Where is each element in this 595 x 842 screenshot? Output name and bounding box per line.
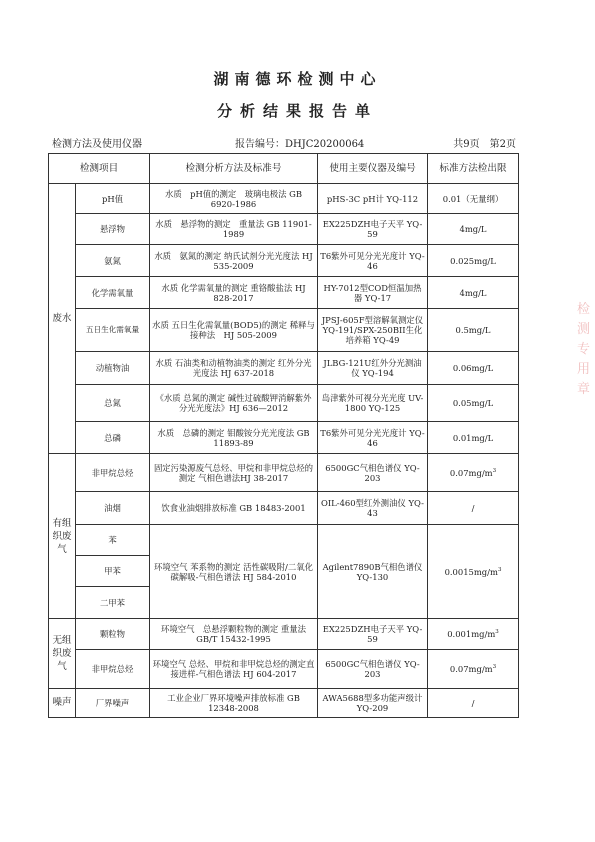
row-method: 水质 石油类和动植物油类的测定 红外分光光度法 HJ 637-2018: [150, 352, 318, 385]
row-item: pH值: [76, 184, 150, 214]
row-method: 工业企业厂界环境噪声排放标准 GB 12348-2008: [150, 689, 318, 718]
table-row: [49, 650, 519, 689]
row-limit: 0.06mg/L: [428, 352, 519, 385]
row-instrument: 6500GC气相色谱仪 YQ-203: [318, 454, 428, 492]
table-row: [49, 309, 519, 352]
report-meta: [52, 137, 516, 153]
org-title: 湖南德环检测中心: [213, 70, 382, 88]
row-instrument: OIL-460型红外测油仪 YQ-43: [318, 492, 428, 525]
table-row: [49, 492, 519, 525]
row-instrument: HY-7012型COD恒温加热器 YQ-17: [318, 277, 428, 309]
row-instrument: EX225DZH电子天平 YQ-59: [318, 619, 428, 650]
report-number: 报告编号：DHJC20200064: [235, 139, 365, 150]
limit-exponent: 3: [495, 629, 499, 636]
row-instrument: T6紫外可见分光光度计 YQ-46: [318, 245, 428, 277]
row-limit: /: [428, 689, 519, 718]
table-row: [49, 454, 519, 492]
row-item: 厂界噪声: [76, 689, 150, 718]
header-instrument: 使用主要仪器及编号: [318, 154, 428, 184]
row-limit: /: [428, 492, 519, 525]
table-row: [49, 525, 519, 556]
row-method: 《水质 总氮的测定 碱性过硫酸钾消解紫外分光光度法》HJ 636—2012: [150, 385, 318, 422]
report-title: 分析结果报告单: [216, 102, 378, 120]
row-item: 油烟: [76, 492, 150, 525]
row-item: 动植物油: [76, 352, 150, 385]
row-item: 非甲烷总烃: [76, 650, 150, 689]
row-method: 水质 pH值的测定 玻璃电极法 GB 6920-1986: [150, 184, 318, 214]
row-item: 总氮: [76, 385, 150, 422]
table-header-row: [49, 154, 519, 184]
row-method: 固定污染源废气总烃、甲烷和非甲烷总烃的测定 气相色谱法HJ 38-2017: [150, 454, 318, 492]
row-instrument: 6500GC气相色谱仪 YQ-203: [318, 650, 428, 689]
row-method: 水质 化学需氧量的测定 重铬酸盐法 HJ 828-2017: [150, 277, 318, 309]
seal-stamp-edge: 检测专用章: [577, 302, 591, 397]
row-limit: 0.5mg/L: [428, 309, 519, 352]
row-limit: [428, 525, 519, 619]
limit-value: 0.07mg/m: [449, 664, 493, 674]
row-limit: 0.01（无量纲）: [428, 184, 519, 214]
row-method: 环境空气 总悬浮颗粒物的测定 重量法 GB/T 15432-1995: [150, 619, 318, 650]
row-item: 氨氮: [76, 245, 150, 277]
header-method: 检测分析方法及标准号: [150, 154, 318, 184]
row-limit: [428, 454, 519, 492]
table-row: [49, 184, 519, 214]
row-instrument: pHS-3C pH计 YQ-112: [318, 184, 428, 214]
row-instrument: AWA5688型多功能声级计 YQ-209: [318, 689, 428, 718]
row-item: 五日生化需氧量: [76, 309, 150, 352]
row-limit: [428, 650, 519, 689]
row-limit: [428, 619, 519, 650]
page-indicator: 共9页 第2页: [453, 139, 516, 150]
limit-exponent: 3: [492, 467, 497, 474]
limit-exponent: 3: [492, 664, 497, 671]
header-item: 检测项目: [49, 154, 150, 184]
limit-value: 0.0015mg/m: [444, 566, 498, 577]
limit-value: 0.001mg/m: [447, 629, 496, 639]
group-noise: 噪声: [49, 689, 76, 718]
limit-exponent: 3: [497, 566, 502, 573]
row-limit: 0.05mg/L: [428, 385, 519, 422]
table-row: [49, 352, 519, 385]
group-water: 废水: [49, 184, 76, 454]
table-row: [49, 385, 519, 422]
table-row: [49, 619, 519, 650]
row-method: 水质 氨氮的测定 纳氏试剂分光光度法 HJ 535-2009: [150, 245, 318, 277]
row-method: 环境空气 苯系物的测定 活性碳吸附/二氧化碳解吸-气相色谱法 HJ 584-2010: [150, 525, 318, 619]
row-method: 环境空气 总烃、甲烷和非甲烷总烃的测定直接进样-气相色谱法 HJ 604-2017: [150, 650, 318, 689]
row-instrument: T6紫外可见分光光度计 YQ-46: [318, 422, 428, 454]
row-item: 甲苯: [76, 556, 150, 587]
group-organized-gas: 有组织废气: [49, 454, 76, 619]
row-limit: 4mg/L: [428, 277, 519, 309]
row-item: 非甲烷总烃: [76, 454, 150, 492]
table-row: [49, 422, 519, 454]
methods-table: [48, 153, 519, 718]
table-row: [49, 214, 519, 245]
row-instrument: JPSJ-605F型溶解氧测定仪 YQ-191/SPX-250BII生化培养箱 YQ-49: [318, 309, 428, 352]
row-instrument: EX225DZH电子天平 YQ-59: [318, 214, 428, 245]
row-instrument: 岛津紫外可视分光光度 UV-1800 YQ-125: [318, 385, 428, 422]
table-row: [49, 277, 519, 309]
row-instrument: JLBG-121U红外分光测油仪 YQ-194: [318, 352, 428, 385]
row-limit: 0.01mg/L: [428, 422, 519, 454]
header-limit: 标准方法检出限: [428, 154, 519, 184]
row-method: 饮食业油烟排放标准 GB 18483-2001: [150, 492, 318, 525]
limit-value: 0.07mg/m: [449, 467, 493, 478]
row-instrument: Agilent7890B气相色谱仪 YQ-130: [318, 525, 428, 619]
row-limit: 4mg/L: [428, 214, 519, 245]
table-row: [49, 245, 519, 277]
row-item: 悬浮物: [76, 214, 150, 245]
row-item: 颗粒物: [76, 619, 150, 650]
row-method: 水质 悬浮物的测定 重量法 GB 11901-1989: [150, 214, 318, 245]
row-item: 苯: [76, 525, 150, 556]
row-item: 二甲苯: [76, 587, 150, 619]
row-method: 水质 五日生化需氧量(BOD5)的测定 稀释与接种法 HJ 505-2009: [150, 309, 318, 352]
row-item: 总磷: [76, 422, 150, 454]
row-limit: 0.025mg/L: [428, 245, 519, 277]
section-label: 检测方法及使用仪器: [52, 139, 142, 150]
row-method: 水质 总磷的测定 钼酸铵分光光度法 GB 11893-89: [150, 422, 318, 454]
group-unorganized-gas: 无组织废气: [49, 619, 76, 689]
row-item: 化学需氧量: [76, 277, 150, 309]
table-row: [49, 689, 519, 718]
